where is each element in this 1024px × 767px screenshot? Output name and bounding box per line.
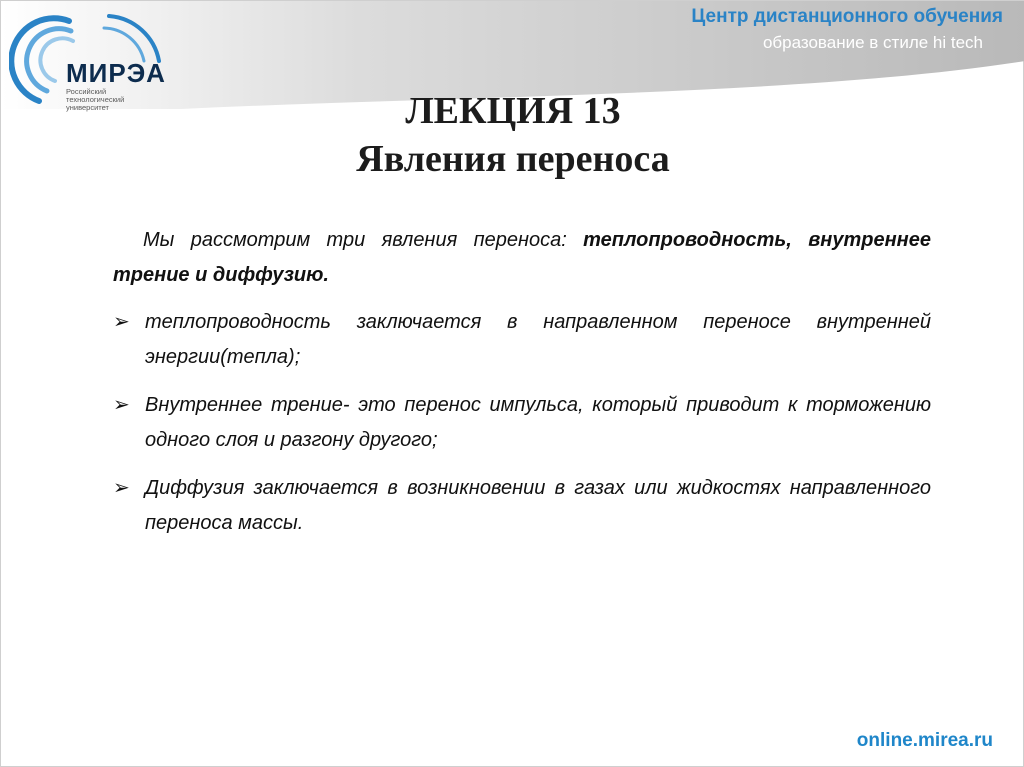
bullet-text: Внутреннее трение- это перенос импульса, который приводит к торможению одного слоя и разгону другого; (145, 394, 931, 451)
arrow-bullet-icon: ➢ (113, 477, 130, 499)
center-title: Центр дистанционного обучения (691, 6, 1003, 27)
bullet-list (113, 305, 931, 541)
bullet-text: Диффузия заключается в возникновении в газах или жидкостях направленного переноса массы. (145, 477, 931, 534)
list-item (113, 471, 931, 541)
lecture-number: ЛЕКЦИЯ 13 (405, 90, 621, 132)
lecture-title (1, 87, 1024, 183)
logo-subtitle: Российский технологический университет (66, 87, 125, 112)
intro-paragraph (113, 223, 931, 293)
footer-url[interactable]: online.mirea.ru (856, 730, 993, 751)
intro-text: Мы рассмотрим три явления переноса: (143, 229, 584, 251)
center-subtitle: образование в стиле hi tech (762, 33, 983, 52)
bullet-text: теплопроводность заключается в направленном переносе внутренней энергии(тепла); (145, 311, 931, 368)
arrow-bullet-icon: ➢ (113, 311, 130, 333)
logo-wordmark: МИРЭА (66, 58, 166, 88)
list-item (113, 388, 931, 458)
intro-bold-text: теплопроводность, внутреннее трение и диффузию. (113, 229, 932, 286)
arrow-bullet-icon: ➢ (113, 394, 130, 416)
slide-content (113, 223, 931, 554)
list-item (113, 305, 931, 375)
lecture-topic: Явления переноса (356, 138, 670, 180)
